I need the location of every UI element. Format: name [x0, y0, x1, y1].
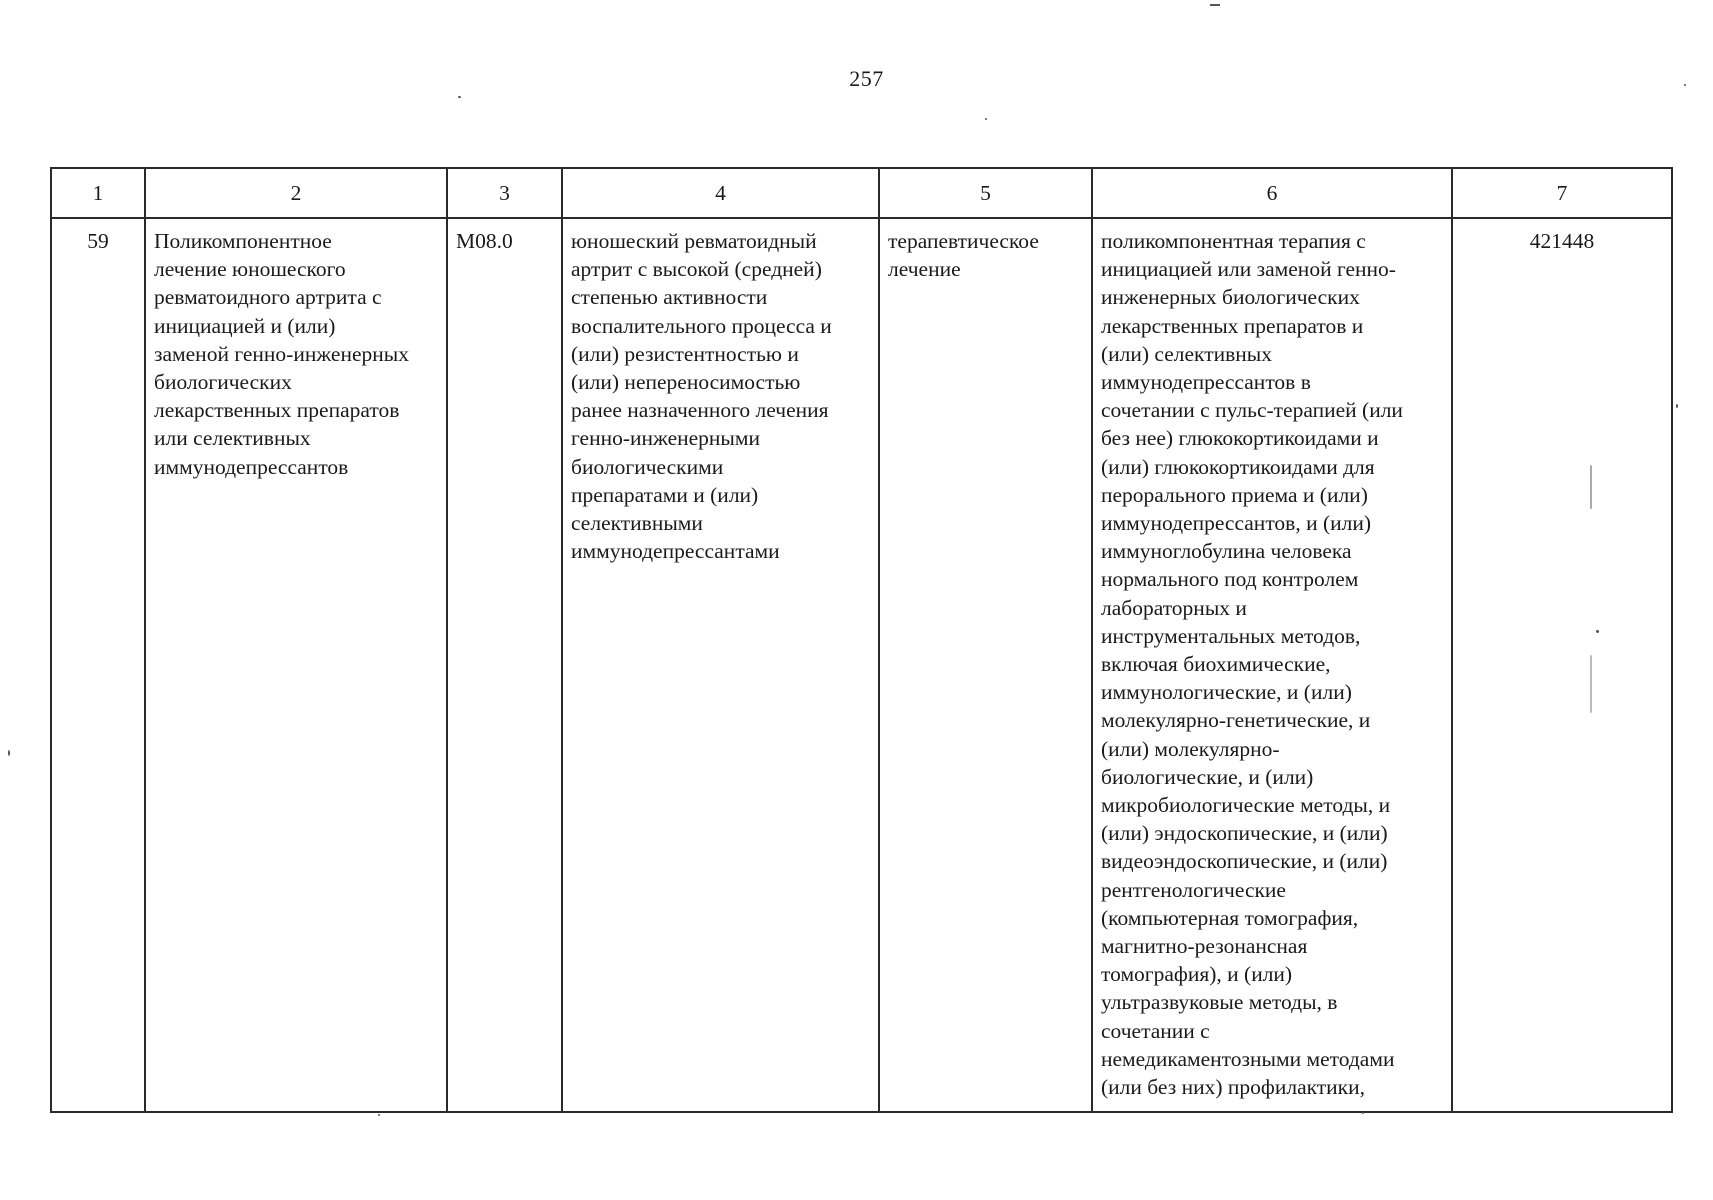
header-row — [51, 168, 1672, 218]
procedure-name: Поликомпонентное лечение юношеского ревматоидного артрита с инициацией и (или) заменой генно-инженерных биологических лекарственных препаратов или селективных иммунодепрессантов — [154, 229, 409, 479]
column-header-3: 3 — [447, 168, 562, 218]
diagnosis-code: M08.0 — [456, 229, 513, 253]
scan-speck — [1362, 1112, 1364, 1114]
table-row — [51, 218, 1672, 1112]
column-header-1: 1 — [51, 168, 145, 218]
treatment-method-cell — [1092, 218, 1452, 1112]
column-header-6: 6 — [1092, 168, 1452, 218]
diagnosis-code-cell — [447, 218, 562, 1112]
scan-speck — [458, 96, 461, 98]
scan-speck — [1676, 404, 1678, 408]
scan-speck — [1684, 84, 1686, 86]
column-header-7: 7 — [1452, 168, 1672, 218]
treatment-type-cell — [879, 218, 1092, 1112]
procedures-table — [50, 167, 1673, 1113]
scan-speck — [378, 1114, 380, 1116]
procedure-name-cell — [145, 218, 447, 1112]
row-number-cell — [51, 218, 145, 1112]
treatment-method: поликомпонентная терапия с инициацией или заменой генно- инженерных биологических лекарственных препаратов и (или) селективных иммунодепрессантов в сочетании с пульс-терапией (или без нее) глюкокортикоидами и (или) глюкокортикоидами для перорального приема и (или) иммунодепрессантов, и (или) иммуноглобулина человека нормального под контролем лабораторных и инструментальных методов, включая биохимические, иммунологические, и (или) молекулярно-генетические, и (или) молекулярно- биологические, и (или) микробиологические методы, и (или) эндоскопические, и (или) видеоэндоскопические, и (или) рентгенологические (компьютерная томография, магнитно-резонансная томография), и (или) ультразвуковые методы, в сочетании с немедикаментозными методами (или без них) профилактики, — [1101, 229, 1403, 1100]
column-header-4: 4 — [562, 168, 879, 218]
price: 421448 — [1529, 229, 1595, 253]
scan-speck — [8, 750, 10, 756]
patient-model: юношеский ревматоидный артрит с высокой (средней) степенью активности воспалительного процесса и (или) резистентностью и (или) непереносимостью ранее назначенного лечения генно-инженерными биологическими препаратами и (или) селективными иммунодепрессантами — [571, 229, 832, 564]
row-number: 59 — [87, 229, 109, 253]
column-header-5: 5 — [879, 168, 1092, 218]
scan-speck — [1590, 655, 1592, 713]
scan-speck — [1590, 465, 1592, 509]
patient-model-cell — [562, 218, 879, 1112]
scan-speck — [985, 118, 987, 120]
scan-speck — [1210, 4, 1220, 6]
column-header-2: 2 — [145, 168, 447, 218]
scan-speck — [1596, 630, 1599, 633]
treatment-type: терапевтическое лечение — [888, 229, 1039, 282]
price-cell — [1452, 218, 1672, 1112]
page-number: 257 — [849, 66, 884, 91]
